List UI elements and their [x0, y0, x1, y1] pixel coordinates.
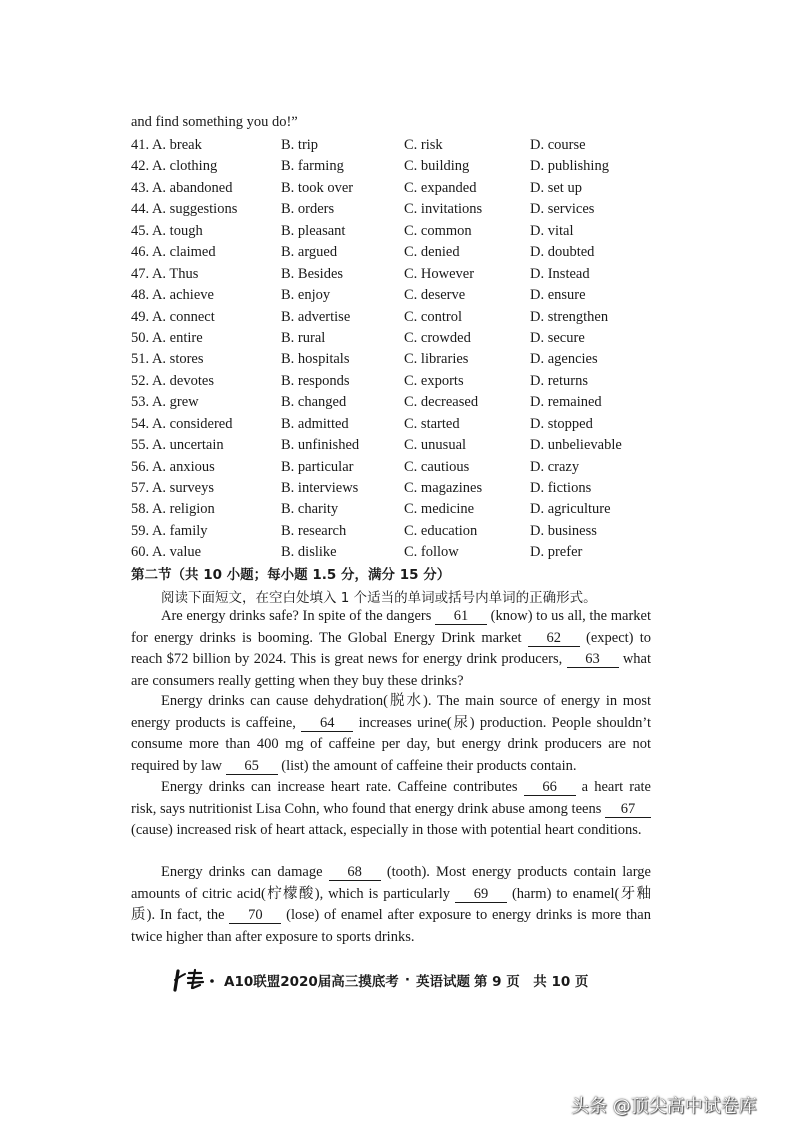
option-a: 52. A. devotes: [131, 372, 214, 389]
option-b: B. orders: [281, 201, 335, 218]
blank-65: 65: [226, 759, 278, 775]
passage-text: a heart rate risk, says nutritionist Lisa Cohn, who found that energy drink abuse among teens: [131, 779, 651, 817]
blank-61: 61: [435, 609, 487, 625]
option-b: B. farming: [281, 158, 344, 175]
option-b: B. enjoy: [281, 287, 331, 304]
passage-text: Energy drinks can damage: [161, 864, 329, 880]
option-c: C. crowded: [404, 329, 471, 346]
option-c: C. medicine: [404, 501, 475, 518]
option-row: [131, 285, 671, 306]
option-c: C. libraries: [404, 351, 469, 368]
option-d: D. course: [530, 137, 586, 153]
passage-text: (tooth). Most energy products contain large amounts of citric acid(柠檬酸), which is particularly: [131, 864, 651, 902]
passage-text: Energy drinks can increase heart rate. Caffeine contributes: [161, 779, 524, 795]
option-d: D. strengthen: [530, 308, 609, 325]
option-d: D. business: [530, 522, 597, 539]
option-row: [131, 242, 671, 263]
option-c: C. However: [404, 265, 475, 282]
option-c: C. deserve: [404, 287, 466, 304]
option-row: [131, 349, 671, 370]
option-d: D. secure: [530, 329, 585, 346]
option-b: B. took over: [281, 179, 354, 196]
option-b: B. trip: [281, 137, 319, 153]
passage-text: (list) the amount of caffeine their products contain.: [277, 757, 577, 774]
option-d: D. fictions: [530, 480, 592, 496]
option-a: 42. A. clothing: [131, 158, 218, 175]
option-d: D. Instead: [530, 265, 590, 282]
footer-separator: ·: [404, 972, 410, 988]
blank-69: 69: [455, 887, 507, 903]
footer-series: A10联盟2020届高三摸底考: [224, 974, 399, 990]
option-c: C. control: [404, 308, 462, 325]
option-d: D. services: [530, 201, 595, 218]
passage-text: increases urine(尿) production. People shouldn’t consume more than 400 mg of caffeine per day, but energy drink producers are not required by law: [131, 714, 652, 774]
section-instructions: 阅读下面短文，在空白处填入 1 个适当的单词或括号内单词的正确形式。: [161, 590, 597, 606]
option-d: D. ensure: [530, 287, 586, 304]
footer-page-info: 第 9 页 共 10 页: [473, 974, 589, 990]
option-a: 46. A. claimed: [131, 244, 216, 261]
passage-end-line: and find something you do!”: [131, 114, 298, 130]
option-d: D. doubted: [530, 244, 595, 261]
option-a: 45. A. tough: [131, 222, 203, 239]
option-c: C. invitations: [404, 201, 483, 218]
passage-text: (expect) to reach $72 billion by 2024. This is great news for energy drink producers,: [131, 629, 651, 667]
option-b: B. charity: [281, 501, 339, 518]
option-b: B. responds: [281, 372, 350, 389]
blank-68: 68: [329, 865, 381, 881]
option-row: [131, 499, 671, 520]
passage-paragraph-1: [131, 606, 651, 692]
option-a: 48. A. achieve: [131, 287, 214, 304]
option-a: 43. A. abandoned: [131, 179, 233, 196]
passage-paragraph-2: [131, 691, 651, 777]
option-row: [131, 521, 671, 542]
exam-logo-icon: [172, 968, 220, 992]
option-row: [131, 264, 671, 285]
option-c: C. started: [404, 415, 460, 432]
passage-text: (lose) of enamel after exposure to energy drinks is more than twice higher than after exposure to sports drinks.: [131, 907, 651, 945]
option-d: D. remained: [530, 394, 602, 411]
passage-text: (harm) to enamel(牙釉质). In fact, the: [131, 885, 652, 923]
blank-67: 67: [605, 802, 651, 818]
option-c: C. decreased: [404, 394, 479, 411]
option-a: 60. A. value: [131, 544, 202, 561]
option-c: C. exports: [404, 372, 464, 389]
option-c: C. building: [404, 158, 470, 175]
option-row: [131, 221, 671, 242]
option-c: C. expanded: [404, 179, 477, 196]
footer-subject: 英语试题: [415, 974, 470, 990]
passage-text: (cause) increased risk of heart attack, especially in those with potential heart conditions.: [131, 822, 642, 838]
blank-66: 66: [524, 780, 576, 796]
option-a: 55. A. uncertain: [131, 437, 224, 454]
option-row: [131, 156, 671, 177]
option-d: D. stopped: [530, 415, 593, 432]
option-a: 47. A. Thus: [131, 265, 199, 282]
option-a: 58. A. religion: [131, 501, 215, 518]
option-a: 59. A. family: [131, 522, 208, 539]
option-row: [131, 542, 671, 563]
option-a: 57. A. surveys: [131, 480, 214, 496]
option-d: D. agencies: [530, 351, 598, 368]
option-a: 41. A. break: [131, 137, 202, 153]
passage-paragraph-4: [131, 862, 651, 948]
option-row: [131, 328, 671, 349]
option-row: [131, 435, 671, 456]
passage-paragraph-3: [131, 777, 651, 842]
option-d: D. returns: [530, 372, 588, 389]
blank-62: 62: [528, 631, 580, 647]
watermark: 头条 @顶尖高中试卷库: [571, 1096, 757, 1117]
option-row: [131, 199, 671, 220]
option-b: B. admitted: [281, 415, 349, 432]
option-row: [131, 371, 671, 392]
option-row: [131, 457, 671, 478]
passage-text: (know) to us all, the market for energy drinks is booming. The Global Energy Drink market: [131, 608, 651, 646]
option-row: [131, 478, 671, 499]
option-c: C. follow: [404, 544, 459, 561]
option-b: B. pleasant: [281, 222, 346, 239]
option-b: B. dislike: [281, 544, 337, 561]
option-b: B. argued: [281, 244, 338, 261]
blank-70: 70: [229, 908, 281, 924]
option-c: C. education: [404, 522, 478, 539]
blank-64: 64: [301, 716, 353, 732]
option-d: D. set up: [530, 179, 582, 196]
option-row: [131, 178, 671, 199]
option-b: B. research: [281, 522, 347, 539]
option-b: B. Besides: [281, 265, 344, 282]
section-header: 第二节（共 10 小题；每小题 1.5 分，满分 15 分）: [131, 567, 451, 583]
option-d: D. unbelievable: [530, 437, 622, 454]
option-b: B. changed: [281, 394, 347, 411]
option-d: D. crazy: [530, 458, 580, 475]
option-b: B. rural: [281, 329, 326, 346]
option-a: 49. A. connect: [131, 308, 215, 325]
page-footer: [172, 968, 588, 992]
option-d: D. publishing: [530, 158, 609, 175]
option-d: D. vital: [530, 222, 574, 239]
option-row: [131, 414, 671, 435]
passage-text: what are consumers really getting when they buy these drinks?: [131, 651, 652, 689]
option-row: [131, 307, 671, 328]
options-table: [131, 135, 671, 564]
option-c: C. denied: [404, 244, 460, 261]
option-a: 54. A. considered: [131, 415, 233, 432]
option-c: C. magazines: [404, 480, 483, 496]
option-row: [131, 135, 671, 156]
option-a: 44. A. suggestions: [131, 201, 238, 218]
option-c: C. cautious: [404, 458, 470, 475]
option-b: B. particular: [281, 458, 354, 475]
passage-text: Energy drinks can cause dehydration(脱水). The main source of energy in most energy products is caffeine,: [131, 693, 651, 731]
option-a: 50. A. entire: [131, 329, 203, 346]
option-b: B. hospitals: [281, 351, 350, 368]
blank-63: 63: [567, 652, 619, 668]
option-row: [131, 392, 671, 413]
option-d: D. prefer: [530, 544, 583, 561]
option-a: 56. A. anxious: [131, 458, 215, 475]
option-a: 53. A. grew: [131, 394, 199, 411]
option-b: B. unfinished: [281, 437, 360, 454]
option-b: B. advertise: [281, 308, 351, 325]
option-a: 51. A. stores: [131, 351, 204, 368]
option-c: C. unusual: [404, 437, 467, 454]
option-c: C. risk: [404, 137, 443, 153]
passage-text: Are energy drinks safe? In spite of the dangers: [161, 608, 436, 624]
option-d: D. agriculture: [530, 501, 611, 518]
option-c: C. common: [404, 222, 472, 239]
option-b: B. interviews: [281, 480, 359, 496]
